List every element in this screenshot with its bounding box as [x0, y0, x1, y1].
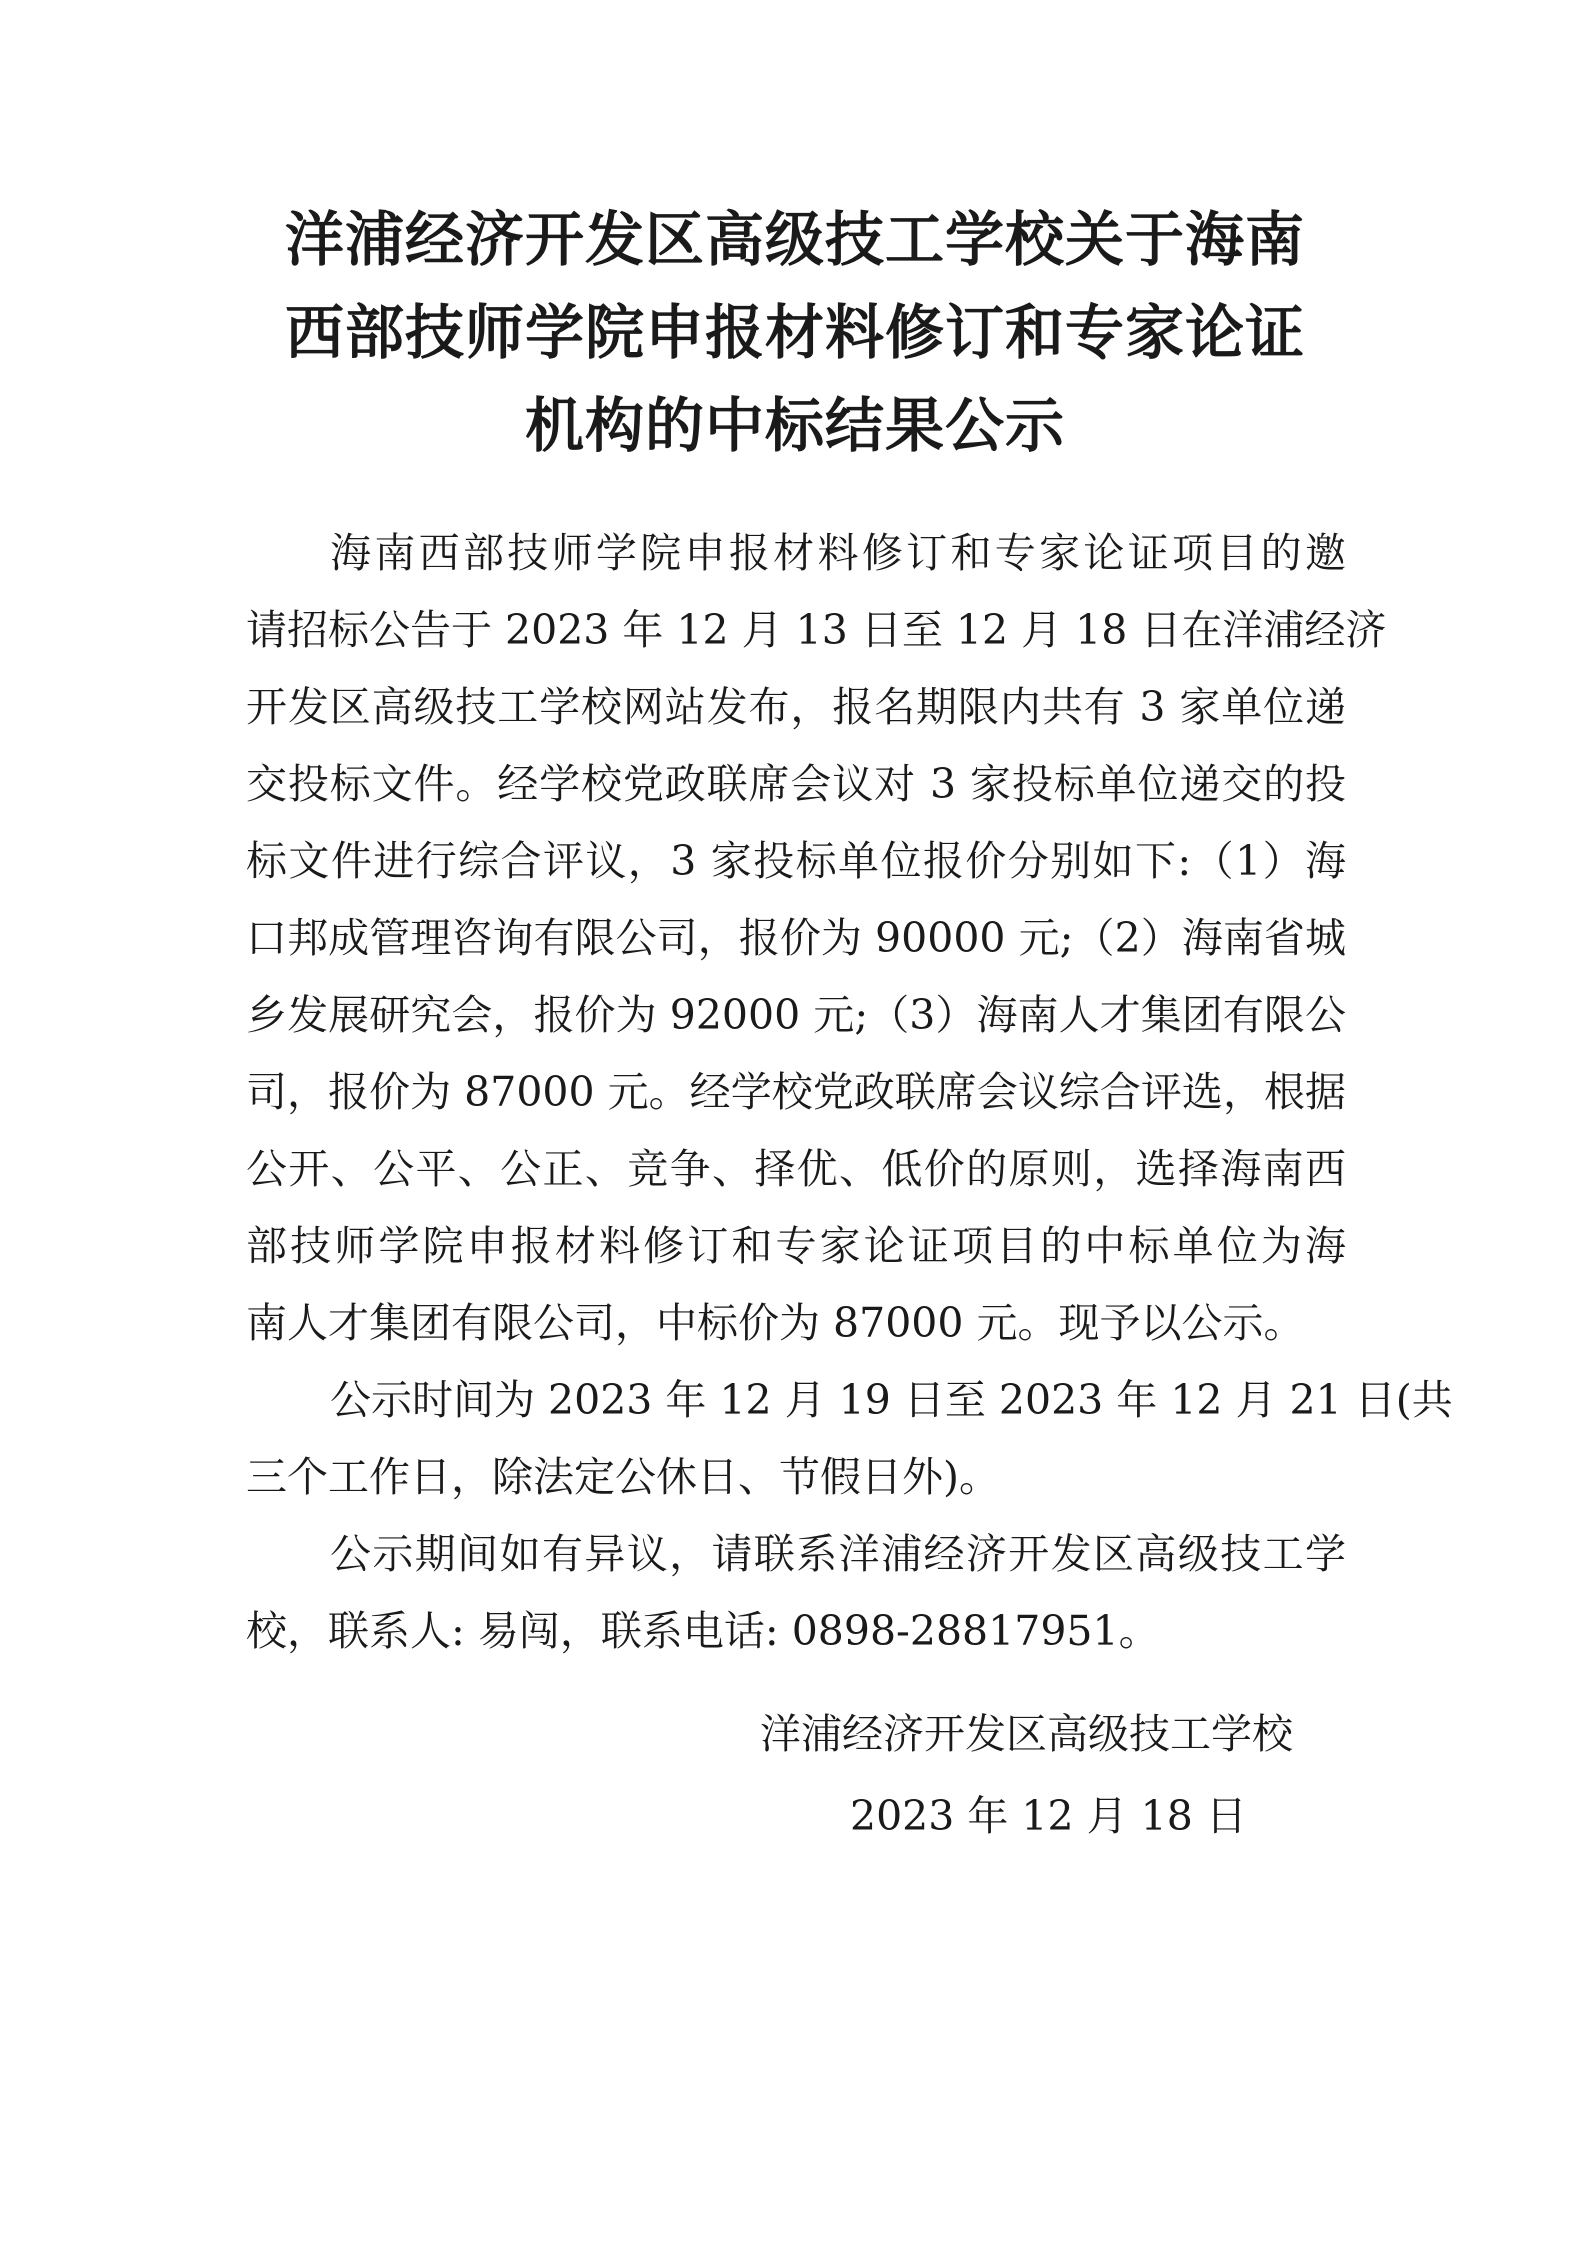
signature-block	[740, 1693, 1360, 1857]
signature-organization: 洋浦经济开发区高级技工学校	[760, 1710, 1293, 1758]
text-line: 交投标文件。经学校党政联席会议对 3 家投标单位递交的投	[246, 760, 1346, 808]
paragraph-publicity-period	[246, 1362, 1453, 1516]
text-line: 海南西部技师学院申报材料修订和专家论证项目的邀	[330, 529, 1346, 577]
text-line: 公示时间为 2023 年 12 月 19 日至 2023 年 12 月 21 日(共	[330, 1376, 1453, 1424]
document-title	[250, 193, 1340, 472]
text-line: 开发区高级技工学校网站发布，报名期限内共有 3 家单位递	[246, 683, 1346, 731]
text-line: 校，联系人: 易闯，联系电话: 0898-28817951。	[246, 1607, 1160, 1655]
title-line: 西部技师学院申报材料修订和专家论证	[284, 298, 1305, 367]
text-line: 公示期间如有异议，请联系洋浦经济开发区高级技工学	[330, 1530, 1346, 1578]
text-line: 公开、公平、公正、竞争、择优、低价的原则，选择海南西	[246, 1145, 1346, 1193]
paragraph-bid-results	[246, 515, 1387, 1362]
document-body	[246, 515, 1453, 1670]
text-line: 口邦成管理咨询有限公司，报价为 90000 元;（2）海南省城	[246, 914, 1346, 962]
text-line: 司，报价为 87000 元。经学校党政联席会议综合评选，根据	[246, 1068, 1346, 1116]
title-line: 机构的中标结果公示	[524, 391, 1065, 460]
signature-date: 2023 年 12 月 18 日	[850, 1792, 1247, 1840]
paragraph-contact	[246, 1516, 1346, 1670]
text-line: 三个工作日，除法定公休日、节假日外)。	[246, 1453, 1000, 1501]
text-line: 乡发展研究会，报价为 92000 元;（3）海南人才集团有限公	[246, 991, 1346, 1039]
text-line: 南人才集团有限公司，中标价为 87000 元。现予以公示。	[246, 1299, 1305, 1347]
text-line: 标文件进行综合评议，3 家投标单位报价分别如下:（1）海	[246, 837, 1346, 885]
text-line: 部技师学院申报材料修订和专家论证项目的中标单位为海	[246, 1222, 1346, 1270]
title-line: 洋浦经济开发区高级技工学校关于海南	[284, 205, 1305, 274]
text-line: 请招标公告于 2023 年 12 月 13 日至 12 月 18 日在洋浦经济	[246, 606, 1387, 654]
